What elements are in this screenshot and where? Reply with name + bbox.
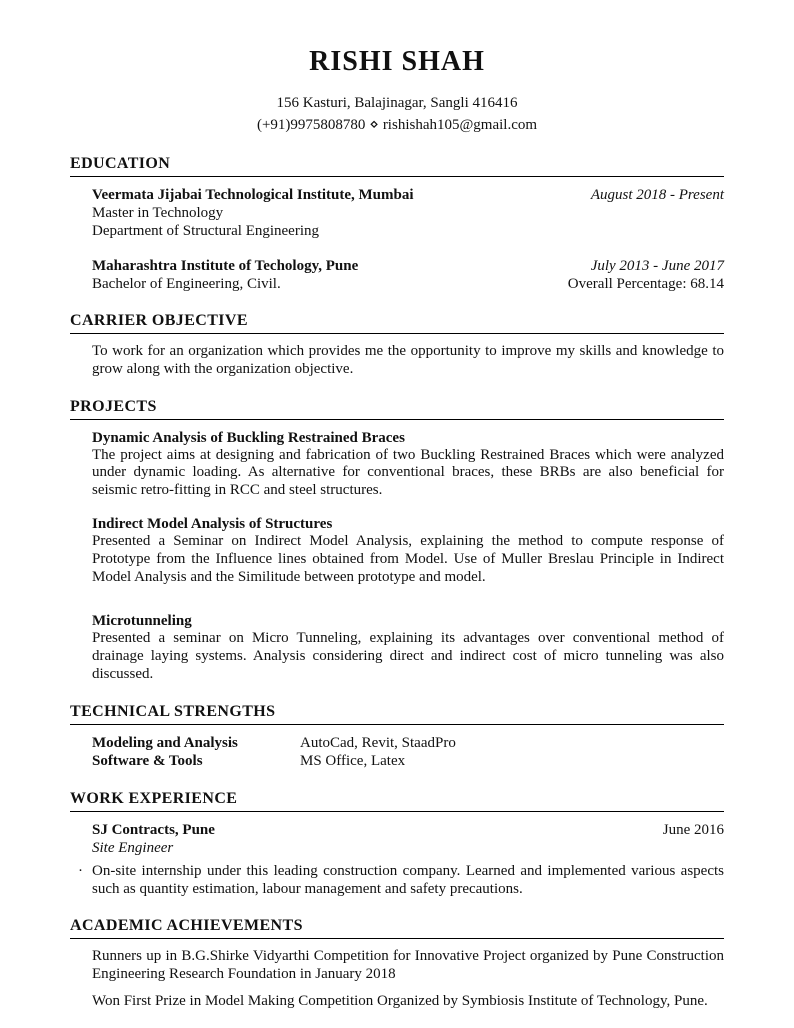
project-description: Presented a seminar on Micro Tunneling, explaining its advantages over conventional method of drainage laying systems. Analysis considering direct and indirect cost of micro tunneling was also discussed. — [92, 630, 724, 682]
bullet-text: On-site internship under this leading construction company. Learned and implemented various aspects such as quantity estimation, labour management and safety precautions. — [92, 862, 724, 897]
work-entry-titlerow — [92, 821, 724, 839]
skill-category: Software & Tools — [92, 753, 203, 770]
technical-strengths-heading: TECHNICAL STRENGTHS — [70, 703, 724, 725]
work-experience-heading: WORK EXPERIENCE — [70, 790, 724, 812]
project-title: Indirect Model Analysis of Structures — [92, 515, 333, 532]
address-line: 156 Kasturi, Balajinagar, Sangli 416416 — [276, 95, 518, 111]
carrier-objective-heading: CARRIER OBJECTIVE — [70, 312, 724, 334]
project-entry — [92, 515, 724, 586]
projects-heading: PROJECTS — [70, 398, 724, 420]
achievement-item: Runners up in B.G.Shirke Vidyarthi Competition for Innovative Project organized by Pune Construction Engineering Research Foundation in January 2018 — [92, 948, 724, 983]
diamond-separator-icon: ⋄ — [369, 117, 379, 133]
section-academic-achievements — [70, 917, 724, 1010]
technical-strengths-body — [70, 725, 724, 771]
project-description: Presented a Seminar on Indirect Model Analysis, explaining the method to compute response of Prototype from the Influence lines obtained from Model. Use of Muller Breslau Principle in Indirect Model Analysis and the Similitude between prototype and model. — [92, 532, 724, 585]
education-entry-titlerow — [92, 257, 724, 275]
work-date: June 2016 — [662, 821, 724, 838]
education-entry-titlerow — [92, 186, 724, 204]
skill-row — [92, 734, 724, 753]
education-dates: August 2018 - Present — [590, 187, 724, 203]
academic-achievements-heading: ACADEMIC ACHIEVEMENTS — [70, 917, 724, 939]
project-entry — [92, 429, 724, 500]
achievement-item: Won First Prize in Model Making Competition Organized by Symbiosis Institute of Technology, Pune. — [92, 992, 708, 1009]
project-title: Microtunneling — [92, 613, 192, 630]
email-address: rishishah105@gmail.com — [382, 117, 538, 133]
carrier-objective-body — [70, 334, 724, 379]
job-title: Site Engineer — [92, 839, 174, 856]
education-entry-detailrow — [92, 275, 724, 293]
section-technical-strengths — [70, 703, 724, 771]
bullet-item — [78, 863, 724, 899]
institution-name: Maharashtra Institute of Techology, Pune — [92, 258, 359, 274]
bullet-icon: · — [78, 862, 83, 879]
contact-line — [70, 114, 724, 136]
skill-row — [92, 752, 724, 771]
education-entry — [92, 257, 724, 293]
percentage-value: Overall Percentage: 68.14 — [567, 276, 724, 292]
education-dates: July 2013 - June 2017 — [590, 258, 724, 274]
academic-achievements-body — [70, 939, 724, 1010]
education-entry — [92, 186, 724, 240]
work-experience-body — [70, 812, 724, 857]
resume-header — [70, 46, 724, 136]
skill-values: MS Office, Latex — [300, 753, 406, 770]
projects-body — [70, 420, 724, 684]
project-entry — [92, 612, 724, 683]
skill-values: AutoCad, Revit, StaadPro — [300, 734, 456, 751]
skill-category: Modeling and Analysis — [92, 734, 238, 751]
phone-number: (+91)9975808780 — [256, 117, 366, 133]
person-name: RISHI SHAH — [309, 46, 485, 77]
education-heading: EDUCATION — [70, 155, 724, 177]
project-title: Dynamic Analysis of Buckling Restrained Braces — [92, 429, 405, 446]
section-work-experience — [70, 790, 724, 899]
education-body — [70, 177, 724, 293]
section-education — [70, 155, 724, 293]
section-projects — [70, 398, 724, 684]
degree-line: Bachelor of Engineering, Civil. — [92, 276, 281, 292]
institution-name: Veermata Jijabai Technological Institute, Mumbai — [92, 187, 414, 203]
company-name: SJ Contracts, Pune — [92, 821, 215, 838]
objective-text: To work for an organization which provides me the opportunity to improve my skills and knowledge to grow along with the organization objective. — [92, 343, 724, 377]
work-bullets — [70, 857, 724, 899]
degree-line: Master in Technology — [92, 205, 224, 221]
department-line: Department of Structural Engineering — [92, 223, 320, 239]
section-carrier-objective — [70, 312, 724, 379]
project-description: The project aims at designing and fabrication of two Buckling Restrained Braces which were analyzed under dynamic loading. As alternative for conventional braces, these BRBs are also beneficial for seismic retro-fitting in RCC and steel structures. — [92, 446, 724, 499]
